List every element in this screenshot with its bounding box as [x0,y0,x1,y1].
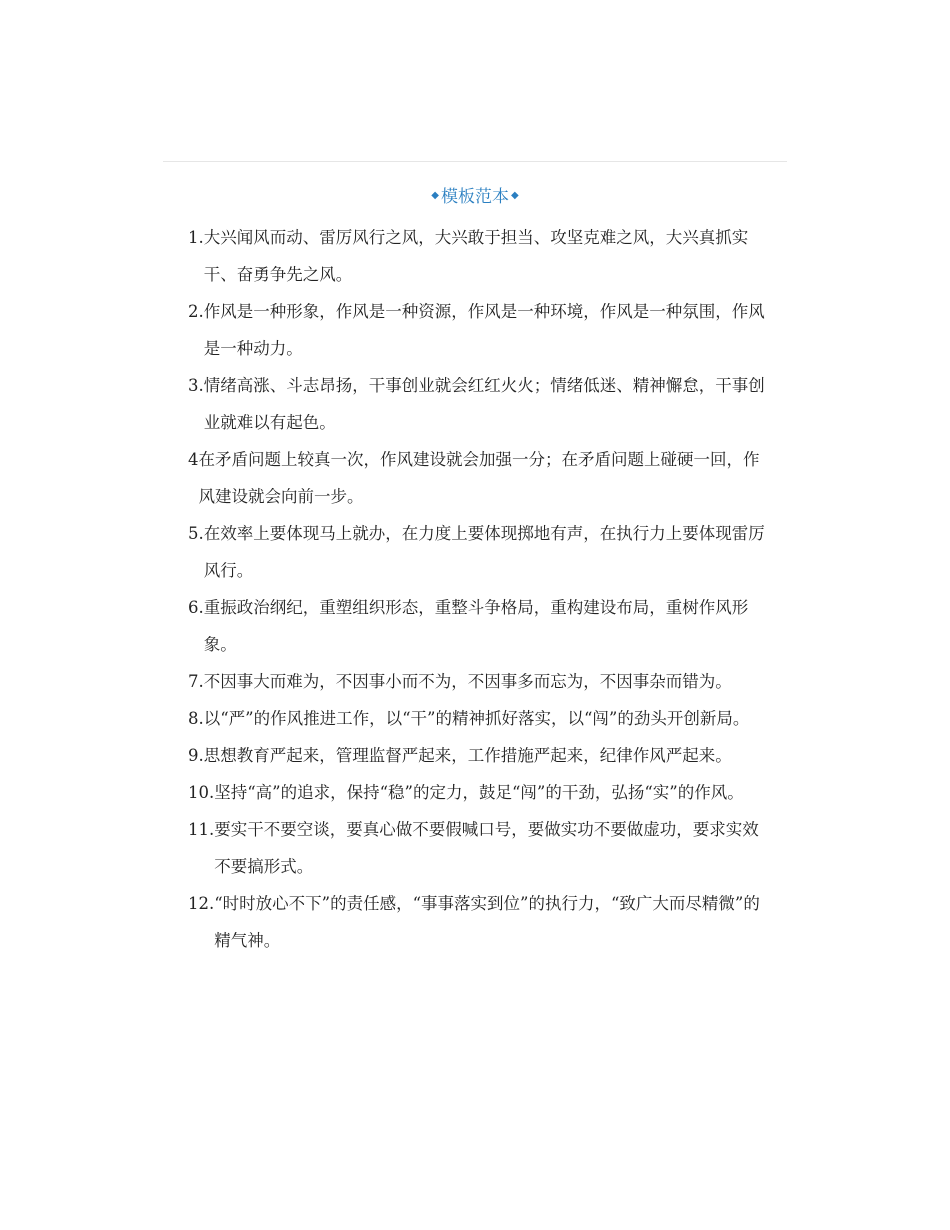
list-item [188,441,768,515]
item-text: “时时放心不下”的责任感，“事事落实到位”的执行力，“致广大而尽精微”的精气神。 [214,894,760,950]
item-number: 3. [188,376,204,395]
item-number: 6. [188,598,204,617]
item-text: 不因事大而难为，不因事小而不为，不因事多而忘为，不因事杂而错为。 [203,672,732,691]
item-number: 5. [188,524,204,543]
top-divider [163,161,787,162]
item-number: 12. [188,894,215,913]
item-number: 1. [188,228,204,247]
item-text: 重振政治纲纪，重塑组织形态，重整斗争格局，重构建设布局，重树作风形象。 [203,598,749,654]
section-title: 模板范本 [441,187,509,207]
item-number: 9. [188,746,204,765]
list-item [188,774,768,811]
list-item [188,293,768,367]
slogan-list [188,219,768,959]
list-item [188,663,768,700]
list-item [188,515,768,589]
list-item [188,737,768,774]
item-text: 在效率上要体现马上就办，在力度上要体现掷地有声，在执行力上要体现雷厉风行。 [203,524,765,580]
item-text: 坚持“高”的追求，保持“稳”的定力，鼓足“闯”的干劲，弘扬“实”的作风。 [214,783,744,802]
item-text: 思想教育严起来，管理监督严起来，工作措施严起来，纪律作风严起来。 [203,746,732,765]
list-item [188,219,768,293]
list-item [188,589,768,663]
item-text: 情绪高涨、斗志昂扬，干事创业就会红红火火；情绪低迷、精神懈怠，干事创业就难以有起色。 [203,376,765,432]
list-item [188,700,768,737]
item-number: 4 [188,450,199,469]
section-heading [163,180,787,214]
list-item [188,885,768,959]
item-number: 8. [188,709,204,728]
list-item [188,367,768,441]
item-number: 7. [188,672,204,691]
item-text: 以“严”的作风推进工作，以“干”的精神抓好落实，以“闯”的劲头开创新局。 [203,709,750,728]
list-item [188,811,768,885]
item-text: 在矛盾问题上较真一次，作风建设就会加强一分；在矛盾问题上碰硬一回，作风建设就会向前一步。 [198,450,760,506]
diamond-right-icon: ◆ [511,189,519,201]
item-number: 2. [188,302,204,321]
item-number: 11. [188,820,215,839]
item-text: 作风是一种形象，作风是一种资源，作风是一种环境，作风是一种氛围，作风是一种动力。 [203,302,765,358]
item-number: 10. [188,783,215,802]
item-text: 大兴闻风而动、雷厉风行之风，大兴敢于担当、攻坚克难之风，大兴真抓实干、奋勇争先之风。 [203,228,749,284]
diamond-left-icon: ◆ [431,189,439,201]
item-text: 要实干不要空谈，要真心做不要假喊口号，要做实功不要做虚功，要求实效不要搞形式。 [214,820,759,876]
